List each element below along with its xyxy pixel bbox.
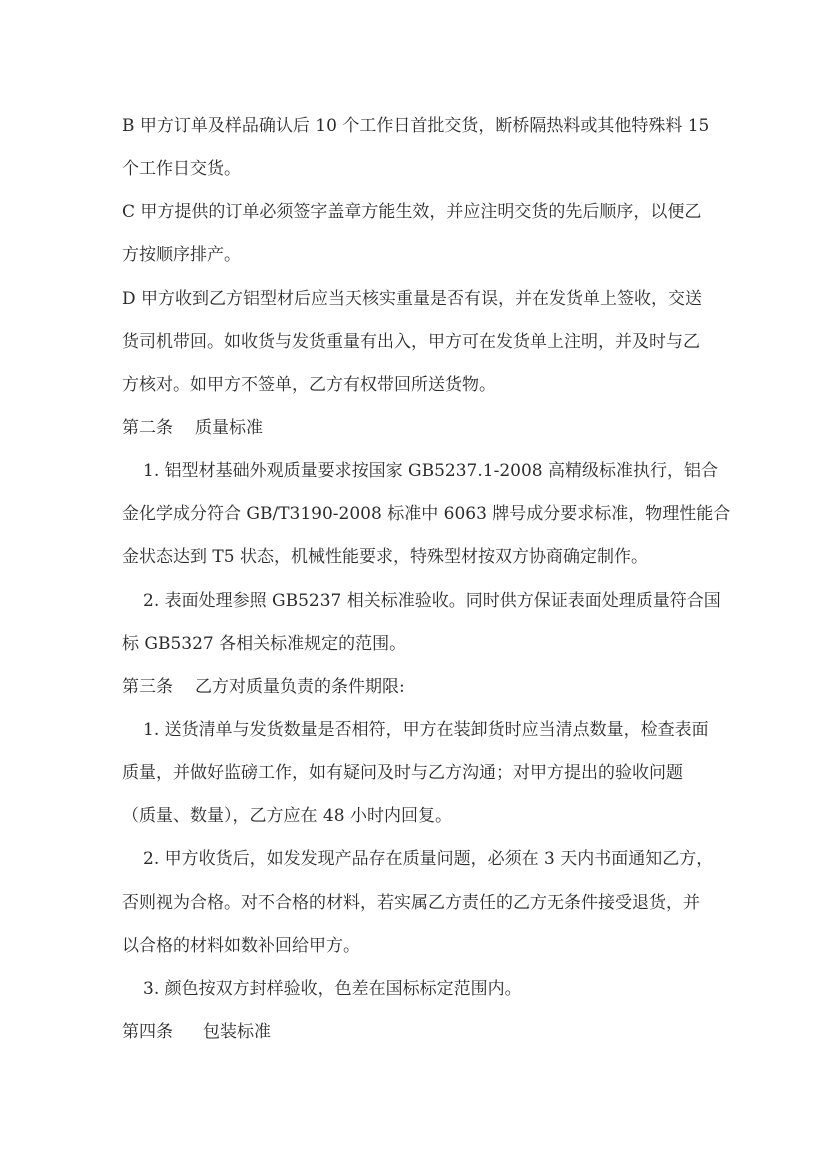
text-line: 否则视为合格。对不合格的材料，若实属乙方责任的乙方无条件接受退货，并 xyxy=(122,892,700,913)
text-line: 以合格的材料如数补回给甲方。 xyxy=(122,935,360,956)
article-3-item-3 xyxy=(122,968,722,1011)
document-page xyxy=(122,105,731,1054)
article-3-item-2 xyxy=(122,838,722,967)
text-line: 2. 甲方收货后，如发发现产品存在质量问题，必须在 3 天内书面通知乙方， xyxy=(143,849,714,870)
article-2-item-2 xyxy=(122,580,722,666)
text-line: 1. 铝型材基础外观质量要求按国家 GB5237.1-2008 高精级标准执行，铝合 xyxy=(143,461,718,482)
article-title: 包装标准 xyxy=(203,1021,271,1042)
text-line: 方按顺序排产。 xyxy=(122,245,241,266)
paragraph-d xyxy=(122,278,722,407)
article-4-heading xyxy=(122,1011,722,1054)
text-line: 金状态达到 T5 状态，机械性能要求，特殊型材按双方协商确定制作。 xyxy=(122,547,648,568)
text-line: B 甲方订单及样品确认后 10 个工作日首批交货，断桥隔热料或其他特殊料 15 xyxy=(122,116,710,136)
article-2-item-1 xyxy=(122,450,731,579)
text-line: 个工作日交货。 xyxy=(122,159,241,180)
article-3-item-1 xyxy=(122,709,722,838)
text-line: D 甲方收到乙方铝型材后应当天核实重量是否有误，并在发货单上签收，交送 xyxy=(122,288,703,309)
text-line: 标 GB5327 各相关标准规定的范围。 xyxy=(122,633,407,654)
text-line: 金化学成分符合 GB/T3190-2008 标准中 6063 牌号成分要求标准，物理性能合 xyxy=(122,504,731,525)
text-line: 质量，并做好监磅工作，如有疑问及时与乙方沟通；对甲方提出的验收问题 xyxy=(122,763,683,784)
paragraph-b xyxy=(122,105,722,191)
text-line: C 甲方提供的订单必须签字盖章方能生效，并应注明交货的先后顺序，以便乙 xyxy=(122,202,702,223)
text-line: （质量、数量），乙方应在 48 小时内回复。 xyxy=(122,806,452,827)
article-3-heading xyxy=(122,666,722,709)
article-title: 质量标准 xyxy=(195,417,263,438)
article-number: 第三条 xyxy=(122,676,173,697)
text-line: 2. 表面处理参照 GB5237 相关标准验收。同时供方保证表面处理质量符合国 xyxy=(143,590,721,611)
article-title: 乙方对质量负责的条件期限: xyxy=(195,676,405,697)
text-line: 3. 颜色按双方封样验收，色差在国标标定范围内。 xyxy=(143,978,522,999)
article-2-heading xyxy=(122,407,722,450)
text-line: 1. 送货清单与发货数量是否相符，甲方在装卸货时应当清点数量，检查表面 xyxy=(143,719,709,740)
text-line: 方核对。如甲方不签单，乙方有权带回所送货物。 xyxy=(122,374,496,395)
article-number: 第二条 xyxy=(122,417,173,438)
article-number: 第四条 xyxy=(122,1021,173,1042)
text-line: 货司机带回。如收货与发货重量有出入，甲方可在发货单上注明，并及时与乙 xyxy=(122,331,700,352)
paragraph-c xyxy=(122,191,722,277)
